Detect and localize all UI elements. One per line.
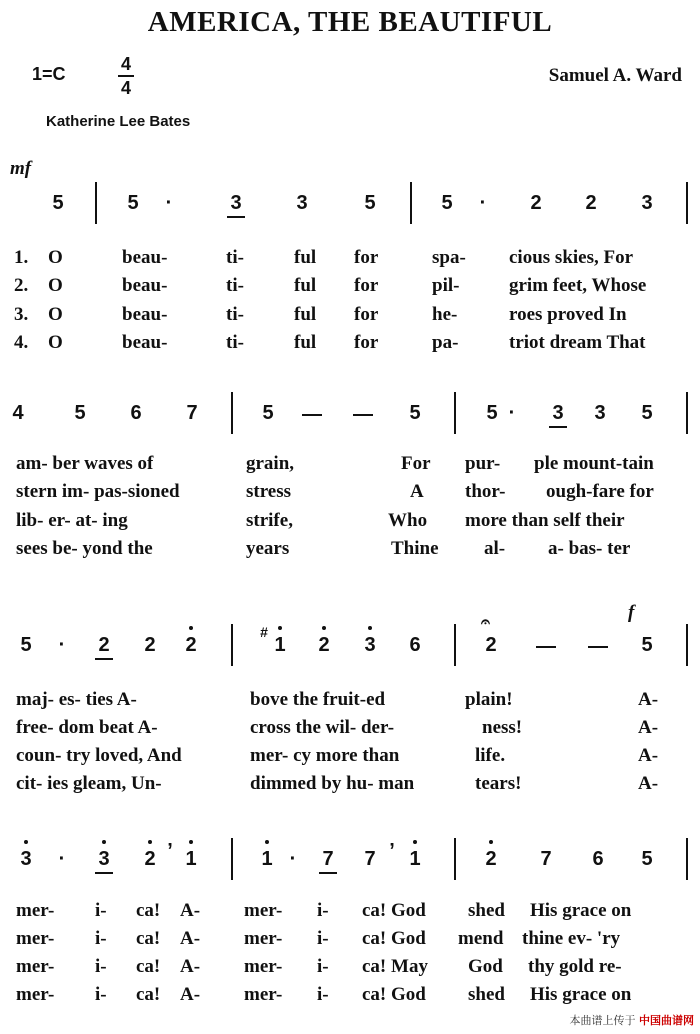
- lyric-word: years: [246, 538, 290, 559]
- lyric-word: Who: [388, 510, 428, 531]
- lyric-word: ough-fare for: [546, 481, 654, 502]
- time-signature-bottom: 4: [120, 78, 131, 98]
- augmentation-dot: ·: [479, 192, 487, 214]
- lyric-word: free- dom beat A-: [16, 717, 158, 738]
- note: 3: [296, 192, 308, 214]
- underline: [95, 872, 113, 874]
- lyric-word: mer-: [244, 956, 283, 977]
- lyric-word: triot dream That: [509, 332, 646, 353]
- lyric-word: al-: [484, 538, 506, 559]
- underline: [319, 872, 337, 874]
- note: 5: [127, 192, 139, 214]
- lyric-word: more than self their: [465, 510, 625, 531]
- verse-number: 3.: [14, 304, 29, 325]
- lyric-word: His grace on: [530, 984, 632, 1005]
- note: 2: [485, 634, 497, 656]
- lyric-word: pur-: [465, 453, 501, 474]
- note: 6: [130, 402, 142, 424]
- lyric-word: ful: [294, 304, 317, 325]
- lyric-word: pa-: [432, 332, 459, 353]
- note: 5: [409, 402, 421, 424]
- lyric-word: ca!: [136, 928, 161, 949]
- lyric-word: shed: [468, 984, 505, 1005]
- note: 5: [20, 634, 32, 656]
- note: 3: [552, 402, 564, 424]
- barline: [231, 838, 233, 880]
- note: 2: [144, 848, 156, 870]
- dynamic-mf: mf: [10, 158, 32, 179]
- note: 2: [530, 192, 542, 214]
- note: 3: [641, 192, 653, 214]
- source-watermark: [570, 1012, 695, 1028]
- lyric-word: ca! God: [362, 984, 426, 1005]
- octave-dot: [265, 840, 269, 844]
- lyric-word: stress: [246, 481, 292, 502]
- lyric-word: A-: [638, 717, 659, 738]
- lyric-word: mer-: [16, 900, 55, 921]
- composer: Samuel A. Ward: [548, 65, 682, 86]
- lyric-word: mer- cy more than: [250, 745, 400, 766]
- note: 5: [52, 192, 64, 214]
- lyric-word: ca!: [136, 984, 161, 1005]
- time-signature-divider: [118, 75, 134, 77]
- note: 5: [74, 402, 86, 424]
- lyric-word: dimmed by hu- man: [250, 773, 415, 794]
- lyric-word: ti-: [226, 304, 244, 325]
- barline: [410, 182, 412, 224]
- lyric-word: beau-: [122, 247, 168, 268]
- note: 5: [641, 402, 653, 424]
- note: 7: [322, 848, 334, 870]
- barline: [454, 624, 456, 666]
- sharp-sign: #: [260, 624, 268, 640]
- note: 1: [261, 848, 273, 870]
- lyric-word: for: [354, 304, 379, 325]
- note: 7: [186, 402, 198, 424]
- lyric-word: beau-: [122, 304, 168, 325]
- note: 1: [409, 848, 421, 870]
- lyric-word: His grace on: [530, 900, 632, 921]
- extension-dash: [536, 646, 556, 648]
- note: 2: [318, 634, 330, 656]
- lyric-word: A-: [180, 956, 201, 977]
- lyric-word: plain!: [465, 689, 513, 710]
- augmentation-dot: ·: [58, 848, 66, 870]
- lyric-word: ful: [294, 275, 317, 296]
- lyric-word: mer-: [16, 928, 55, 949]
- octave-dot: [322, 626, 326, 630]
- lyric-word: mend: [458, 928, 504, 949]
- lyric-word: he-: [432, 304, 458, 325]
- lyric-word: lib- er- at- ing: [16, 510, 128, 531]
- lyric-word: A-: [180, 900, 201, 921]
- note: 3: [364, 634, 376, 656]
- lyric-word: O: [48, 332, 63, 353]
- octave-dot: [102, 840, 106, 844]
- lyric-word: cious skies, For: [509, 247, 634, 268]
- lyric-word: ful: [294, 247, 317, 268]
- watermark-text: 本曲谱上传于: [569, 1014, 636, 1027]
- note: 2: [485, 848, 497, 870]
- underline: [227, 216, 245, 218]
- fermata-icon: 𝄐: [481, 612, 490, 631]
- barline: [231, 392, 233, 434]
- time-signature-top: 4: [120, 54, 131, 74]
- lyric-word: For: [401, 453, 431, 474]
- note: 4: [12, 402, 24, 424]
- lyric-word: thy gold re-: [528, 956, 622, 977]
- lyric-word: ple mount-tain: [534, 453, 654, 474]
- note: 5: [441, 192, 453, 214]
- note: 5: [486, 402, 498, 424]
- verse-number: 1.: [14, 247, 29, 268]
- lyric-word: A-: [638, 773, 659, 794]
- note: 6: [592, 848, 604, 870]
- lyric-word: coun- try loved, And: [16, 745, 182, 766]
- lyric-word: ca! May: [362, 956, 428, 977]
- note: 2: [585, 192, 597, 214]
- augmentation-dot: ·: [289, 848, 297, 870]
- barline: [686, 392, 688, 434]
- barline: [454, 838, 456, 880]
- note: 5: [641, 848, 653, 870]
- lyric-word: ca! God: [362, 900, 426, 921]
- lyric-word: mer-: [244, 928, 283, 949]
- lyric-word: O: [48, 304, 63, 325]
- note: 2: [98, 634, 110, 656]
- time-signature: [118, 54, 134, 98]
- note: 3: [20, 848, 32, 870]
- extension-dash: [353, 414, 373, 416]
- lyric-word: ca!: [136, 956, 161, 977]
- verse-number: 4.: [14, 332, 29, 353]
- lyric-word: strife,: [246, 510, 293, 531]
- barline: [686, 838, 688, 880]
- note: 2: [144, 634, 156, 656]
- breath-mark: ’: [389, 840, 395, 862]
- note: 3: [98, 848, 110, 870]
- lyric-word: tears!: [475, 773, 522, 794]
- note: 2: [185, 634, 197, 656]
- lyric-word: ti-: [226, 332, 244, 353]
- barline: [454, 392, 456, 434]
- augmentation-dot: ·: [508, 402, 516, 424]
- lyric-word: mer-: [244, 984, 283, 1005]
- lyric-word: beau-: [122, 332, 168, 353]
- lyric-word: Thine: [391, 538, 439, 559]
- lyric-word: ti-: [226, 275, 244, 296]
- lyric-word: mer-: [244, 900, 283, 921]
- lyric-word: maj- es- ties A-: [16, 689, 137, 710]
- verse-number: 2.: [14, 275, 29, 296]
- note: 3: [230, 192, 242, 214]
- lyric-word: A-: [638, 745, 659, 766]
- note: 1: [274, 634, 286, 656]
- octave-dot: [148, 840, 152, 844]
- lyric-word: i-: [95, 900, 107, 921]
- lyricist: Katherine Lee Bates: [46, 113, 191, 130]
- underline: [95, 658, 113, 660]
- barline: [686, 182, 688, 224]
- breath-mark: ’: [167, 840, 173, 862]
- lyric-word: for: [354, 275, 379, 296]
- underline: [549, 426, 567, 428]
- note: 7: [364, 848, 376, 870]
- note: 5: [262, 402, 274, 424]
- barline: [686, 624, 688, 666]
- lyric-word: cross the wil- der-: [250, 717, 395, 738]
- note: 5: [641, 634, 653, 656]
- lyric-word: thine ev- 'ry: [522, 928, 621, 949]
- lyric-word: i-: [95, 984, 107, 1005]
- lyric-word: life.: [475, 745, 506, 766]
- lyric-word: i-: [95, 956, 107, 977]
- lyric-word: A-: [180, 984, 201, 1005]
- key-signature: 1=C: [32, 64, 66, 84]
- lyric-word: ti-: [226, 247, 244, 268]
- lyric-word: pil-: [432, 275, 460, 296]
- augmentation-dot: ·: [165, 192, 173, 214]
- lyric-word: ness!: [482, 717, 523, 738]
- lyric-word: a- bas- ter: [548, 538, 631, 559]
- lyric-word: beau-: [122, 275, 168, 296]
- lyric-word: spa-: [432, 247, 466, 268]
- octave-dot: [189, 626, 193, 630]
- barline: [231, 624, 233, 666]
- lyric-word: i-: [317, 900, 329, 921]
- lyric-word: grain,: [246, 453, 295, 474]
- lyric-word: am- ber waves of: [16, 453, 154, 474]
- lyric-word: for: [354, 332, 379, 353]
- lyric-word: i-: [317, 928, 329, 949]
- lyric-word: thor-: [465, 481, 506, 502]
- note: 1: [185, 848, 197, 870]
- song-title: AMERICA, THE BEAUTIFUL: [147, 6, 553, 38]
- lyric-word: A-: [638, 689, 659, 710]
- lyric-word: O: [48, 247, 63, 268]
- dynamic-f: f: [628, 602, 635, 623]
- lyric-word: O: [48, 275, 63, 296]
- lyric-word: mer-: [16, 984, 55, 1005]
- lyric-word: roes proved In: [509, 304, 627, 325]
- lyric-word: shed: [468, 900, 505, 921]
- lyric-word: cit- ies gleam, Un-: [16, 773, 162, 794]
- lyric-word: stern im- pas-sioned: [16, 481, 180, 502]
- lyric-word: God: [468, 956, 503, 977]
- lyric-word: A-: [180, 928, 201, 949]
- lyric-word: bove the fruit-ed: [250, 689, 386, 710]
- watermark-brand: 中国曲谱网: [639, 1014, 694, 1027]
- lyric-word: i-: [317, 984, 329, 1005]
- note: 7: [540, 848, 552, 870]
- barline: [95, 182, 97, 224]
- octave-dot: [413, 840, 417, 844]
- octave-dot: [368, 626, 372, 630]
- lyric-word: A: [410, 481, 424, 502]
- lyric-word: for: [354, 247, 379, 268]
- lyric-word: i-: [95, 928, 107, 949]
- lyric-word: sees be- yond the: [16, 538, 153, 559]
- lyric-word: i-: [317, 956, 329, 977]
- extension-dash: [302, 414, 322, 416]
- lyric-word: mer-: [16, 956, 55, 977]
- lyric-word: grim feet, Whose: [509, 275, 647, 296]
- octave-dot: [24, 840, 28, 844]
- extension-dash: [588, 646, 608, 648]
- octave-dot: [189, 840, 193, 844]
- octave-dot: [489, 840, 493, 844]
- note: 3: [594, 402, 606, 424]
- note: 5: [364, 192, 376, 214]
- lyric-word: ca!: [136, 900, 161, 921]
- note: 6: [409, 634, 421, 656]
- lyric-word: ca! God: [362, 928, 426, 949]
- augmentation-dot: ·: [58, 634, 66, 656]
- lyric-word: ful: [294, 332, 317, 353]
- octave-dot: [278, 626, 282, 630]
